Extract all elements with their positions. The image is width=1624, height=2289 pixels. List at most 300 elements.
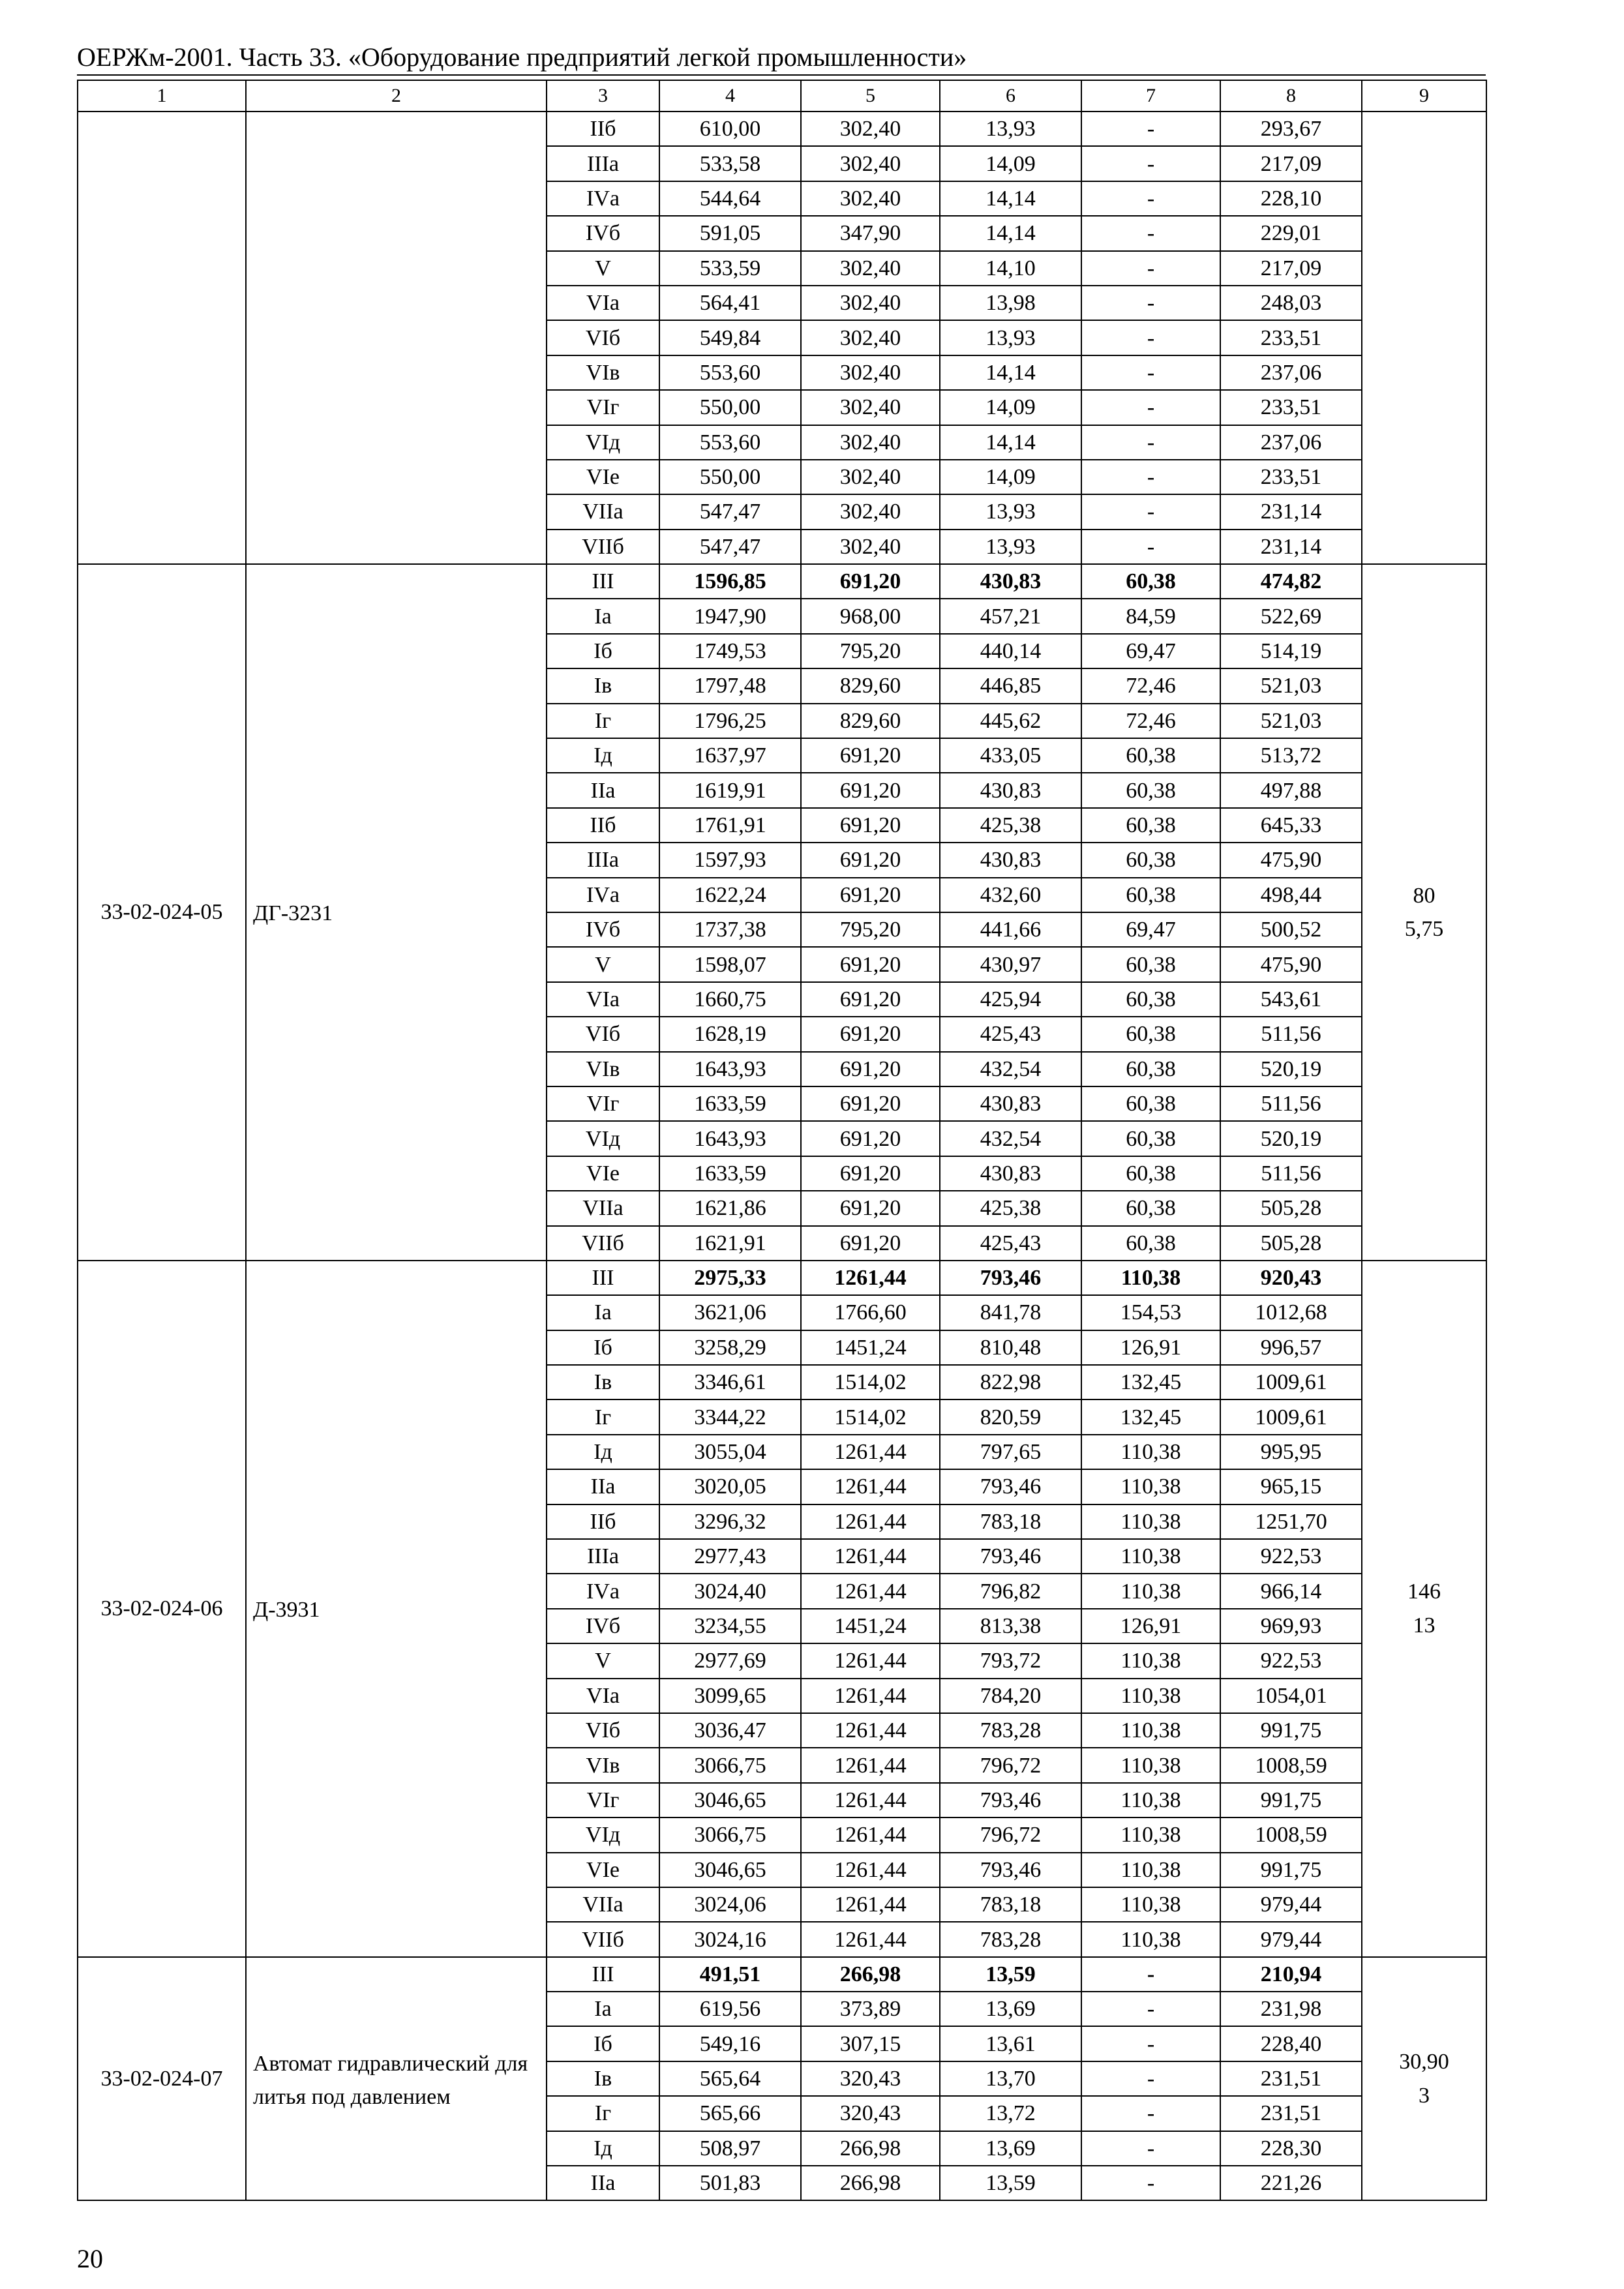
value-cell: - (1081, 216, 1220, 250)
value-cell: 1261,44 (801, 1887, 940, 1922)
value-cell: 302,40 (801, 425, 940, 460)
value-cell: 3621,06 (659, 1295, 801, 1330)
value-cell: 3346,61 (659, 1365, 801, 1399)
value-cell: - (1081, 181, 1220, 216)
value-cell: 1009,61 (1220, 1365, 1362, 1399)
value-cell: 991,75 (1220, 1783, 1362, 1818)
zone-cell: VIа (547, 286, 659, 320)
value-cell: 231,51 (1220, 2061, 1362, 2096)
value-cell: 966,14 (1220, 1574, 1362, 1608)
value-cell: 373,89 (801, 1992, 940, 2026)
column-number-row (78, 80, 1486, 112)
zone-cell: IVб (547, 216, 659, 250)
value-cell: 430,83 (940, 564, 1081, 599)
value-cell: 14,14 (940, 216, 1081, 250)
zone-cell: Iб (547, 2026, 659, 2061)
zone-cell: VIе (547, 460, 659, 494)
value-cell: 217,09 (1220, 146, 1362, 181)
zone-cell: IIб (547, 1504, 659, 1539)
value-cell: 543,61 (1220, 982, 1362, 1017)
value-cell: 969,93 (1220, 1609, 1362, 1643)
value-cell: 796,72 (940, 1818, 1081, 1852)
value-cell: 1261,44 (801, 1504, 940, 1539)
value-cell: 1737,38 (659, 912, 801, 947)
item-name: Автомат гидравлический для литья под давлением (246, 1957, 547, 2201)
value-cell: 3344,22 (659, 1399, 801, 1434)
zone-cell: IIа (547, 773, 659, 807)
value-cell: - (1081, 1957, 1220, 1992)
value-cell: 1261,44 (801, 1922, 940, 1956)
value-cell: 14,09 (940, 146, 1081, 181)
value-cell: 1621,86 (659, 1191, 801, 1225)
value-cell: 228,10 (1220, 181, 1362, 216)
zone-cell: VIд (547, 1121, 659, 1156)
value-cell: 228,40 (1220, 2026, 1362, 2061)
column-9-cell (1362, 1957, 1486, 2201)
value-cell: 13,72 (940, 2096, 1081, 2131)
value-cell: 302,40 (801, 320, 940, 355)
value-cell: 491,51 (659, 1957, 801, 1992)
value-cell: 60,38 (1081, 1226, 1220, 1261)
value-cell: 691,20 (801, 982, 940, 1017)
value-cell: 1619,91 (659, 773, 801, 807)
value-cell: 228,30 (1220, 2131, 1362, 2166)
value-cell: 1261,44 (801, 1469, 940, 1504)
value-cell: 302,40 (801, 530, 940, 564)
value-cell: 1261,44 (801, 1679, 940, 1713)
value-cell: 691,20 (801, 1226, 940, 1261)
value-cell: 110,38 (1081, 1818, 1220, 1852)
value-cell: 320,43 (801, 2061, 940, 2096)
value-cell: - (1081, 2096, 1220, 2131)
zone-cell: V (547, 1643, 659, 1678)
value-cell: 3055,04 (659, 1435, 801, 1469)
value-cell: - (1081, 320, 1220, 355)
zone-cell: VIIб (547, 1922, 659, 1956)
item-code: 33-02-024-05 (78, 564, 246, 1261)
value-cell: 1598,07 (659, 947, 801, 981)
item-name: Д-3931 (246, 1261, 547, 1957)
value-cell: 13,93 (940, 494, 1081, 529)
value-cell: 60,38 (1081, 1121, 1220, 1156)
zone-cell: IIа (547, 1469, 659, 1504)
table-row (78, 1957, 1486, 1992)
value-cell: 691,20 (801, 1052, 940, 1086)
zone-cell: IIIа (547, 1539, 659, 1574)
value-cell: 1261,44 (801, 1853, 940, 1887)
column-9-cell (1362, 112, 1486, 564)
value-cell: 14,14 (940, 181, 1081, 216)
zone-cell: Iг (547, 2096, 659, 2131)
column-number: 6 (940, 80, 1081, 112)
value-cell: 691,20 (801, 947, 940, 981)
value-cell: 1621,91 (659, 1226, 801, 1261)
table-body (78, 80, 1486, 2200)
value-cell: 508,97 (659, 2131, 801, 2166)
zone-cell: Iб (547, 634, 659, 668)
value-cell: 233,51 (1220, 460, 1362, 494)
value-cell: 13,59 (940, 1957, 1081, 1992)
value-cell: 1947,90 (659, 599, 801, 633)
value-cell: 793,46 (940, 1539, 1081, 1574)
value-cell: 302,40 (801, 494, 940, 529)
value-cell: 565,66 (659, 2096, 801, 2131)
column-number: 8 (1220, 80, 1362, 112)
value-cell: 511,56 (1220, 1017, 1362, 1051)
value-cell: 691,20 (801, 843, 940, 877)
value-cell: 2977,43 (659, 1539, 801, 1574)
value-cell: 3020,05 (659, 1469, 801, 1504)
zone-cell: Iа (547, 1295, 659, 1330)
value-cell: 691,20 (801, 738, 940, 773)
zone-cell: VIIа (547, 494, 659, 529)
zone-cell: Iв (547, 668, 659, 703)
value-cell: 302,40 (801, 390, 940, 425)
value-cell: 1261,44 (801, 1748, 940, 1782)
value-cell: 72,46 (1081, 704, 1220, 738)
value-cell: 1596,85 (659, 564, 801, 599)
value-cell: 266,98 (801, 2166, 940, 2200)
value-cell: 302,40 (801, 181, 940, 216)
value-cell: - (1081, 1992, 1220, 2026)
value-cell: 920,43 (1220, 1261, 1362, 1295)
value-cell: 1009,61 (1220, 1399, 1362, 1434)
value-cell: 302,40 (801, 251, 940, 286)
zone-cell: V (547, 947, 659, 981)
value-cell: 14,09 (940, 390, 1081, 425)
zone-cell: IIб (547, 112, 659, 146)
value-cell: 1008,59 (1220, 1748, 1362, 1782)
item-code: 33-02-024-07 (78, 1957, 246, 2201)
value-cell: 500,52 (1220, 912, 1362, 947)
value-cell: - (1081, 2061, 1220, 2096)
value-cell: 320,43 (801, 2096, 940, 2131)
value-cell: 793,46 (940, 1261, 1081, 1295)
value-cell: 521,03 (1220, 668, 1362, 703)
zone-cell: VIа (547, 982, 659, 1017)
zone-cell: Iа (547, 1992, 659, 2026)
value-cell: 1633,59 (659, 1086, 801, 1121)
value-cell: 549,16 (659, 2026, 801, 2061)
value-cell: 979,44 (1220, 1887, 1362, 1922)
value-cell: 965,15 (1220, 1469, 1362, 1504)
value-cell: 60,38 (1081, 843, 1220, 877)
value-cell: 302,40 (801, 460, 940, 494)
value-cell: 1761,91 (659, 808, 801, 843)
value-cell: 691,20 (801, 1156, 940, 1191)
value-cell: 1643,93 (659, 1121, 801, 1156)
value-cell: 445,62 (940, 704, 1081, 738)
zone-cell: Iв (547, 1365, 659, 1399)
value-cell: 13,70 (940, 2061, 1081, 2096)
zone-cell: III (547, 1261, 659, 1295)
item-code (78, 112, 246, 564)
value-cell: 995,95 (1220, 1435, 1362, 1469)
zone-cell: VIв (547, 1748, 659, 1782)
value-cell: 793,46 (940, 1853, 1081, 1887)
value-cell: 3066,75 (659, 1748, 801, 1782)
value-cell: 110,38 (1081, 1713, 1220, 1748)
value-cell: 3258,29 (659, 1330, 801, 1365)
value-cell: 1261,44 (801, 1643, 940, 1678)
value-cell: 3046,65 (659, 1853, 801, 1887)
value-cell: 69,47 (1081, 912, 1220, 947)
zone-cell: Iд (547, 1435, 659, 1469)
value-cell: 233,51 (1220, 320, 1362, 355)
value-cell: 829,60 (801, 704, 940, 738)
value-cell: 522,69 (1220, 599, 1362, 633)
value-cell: 110,38 (1081, 1261, 1220, 1295)
zone-cell: VIд (547, 425, 659, 460)
zone-cell: VIд (547, 1818, 659, 1852)
value-cell: 425,43 (940, 1017, 1081, 1051)
value-cell: 793,46 (940, 1469, 1081, 1504)
value-cell: 511,56 (1220, 1156, 1362, 1191)
value-cell: 430,97 (940, 947, 1081, 981)
zone-cell: IVа (547, 878, 659, 912)
value-cell: - (1081, 390, 1220, 425)
value-cell: 231,98 (1220, 1992, 1362, 2026)
value-cell: 3066,75 (659, 1818, 801, 1852)
value-cell: - (1081, 494, 1220, 529)
value-cell: - (1081, 530, 1220, 564)
column-number: 4 (659, 80, 801, 112)
value-cell: 13,69 (940, 1992, 1081, 2026)
value-cell: 505,28 (1220, 1191, 1362, 1225)
value-cell: - (1081, 146, 1220, 181)
value-cell: 433,05 (940, 738, 1081, 773)
value-cell: 691,20 (801, 773, 940, 807)
value-cell: 154,53 (1081, 1295, 1220, 1330)
value-cell: 497,88 (1220, 773, 1362, 807)
table-row (78, 564, 1486, 599)
value-cell: 511,56 (1220, 1086, 1362, 1121)
value-cell: 132,45 (1081, 1399, 1220, 1434)
value-cell: 498,44 (1220, 878, 1362, 912)
value-cell: 1008,59 (1220, 1818, 1362, 1852)
value-cell: 13,93 (940, 112, 1081, 146)
value-cell: 110,38 (1081, 1504, 1220, 1539)
value-cell: 60,38 (1081, 1086, 1220, 1121)
value-cell: 432,60 (940, 878, 1081, 912)
zone-cell: VIIб (547, 530, 659, 564)
value-cell: 968,00 (801, 599, 940, 633)
value-cell: 795,20 (801, 634, 940, 668)
value-cell: 425,38 (940, 808, 1081, 843)
value-cell: 796,72 (940, 1748, 1081, 1782)
column-number: 1 (78, 80, 246, 112)
value-cell: 1261,44 (801, 1261, 940, 1295)
value-cell: 520,19 (1220, 1121, 1362, 1156)
value-cell: 110,38 (1081, 1643, 1220, 1678)
value-cell: 430,83 (940, 773, 1081, 807)
value-cell: 1261,44 (801, 1713, 940, 1748)
value-cell: 233,51 (1220, 390, 1362, 425)
value-cell: 691,20 (801, 1086, 940, 1121)
value-cell: 1628,19 (659, 1017, 801, 1051)
value-cell: 691,20 (801, 564, 940, 599)
value-cell: - (1081, 460, 1220, 494)
value-cell: 1451,24 (801, 1609, 940, 1643)
zone-cell: VIIб (547, 1226, 659, 1261)
value-cell: 60,38 (1081, 1191, 1220, 1225)
value-cell: 307,15 (801, 2026, 940, 2061)
column-9-cell (1362, 564, 1486, 1261)
value-cell: 514,19 (1220, 634, 1362, 668)
zone-cell: IIIа (547, 146, 659, 181)
table-row (78, 1261, 1486, 1295)
value-cell: 84,59 (1081, 599, 1220, 633)
value-cell: 425,43 (940, 1226, 1081, 1261)
value-cell: 425,94 (940, 982, 1081, 1017)
value-cell: 610,00 (659, 112, 801, 146)
zone-cell: Iа (547, 599, 659, 633)
column-9-value: 80 (1413, 883, 1436, 908)
value-cell: 14,14 (940, 425, 1081, 460)
value-cell: 996,57 (1220, 1330, 1362, 1365)
value-cell: 110,38 (1081, 1679, 1220, 1713)
value-cell: 553,60 (659, 355, 801, 390)
page-header: ОЕРЖм-2001. Часть 33. «Оборудование предприятий легкой промышленности» (77, 42, 967, 72)
value-cell: 231,51 (1220, 2096, 1362, 2131)
value-cell: 110,38 (1081, 1539, 1220, 1574)
value-cell: 266,98 (801, 1957, 940, 1992)
value-cell: 457,21 (940, 599, 1081, 633)
value-cell: 293,67 (1220, 112, 1362, 146)
item-code: 33-02-024-06 (78, 1261, 246, 1957)
zone-cell: VIб (547, 1713, 659, 1748)
value-cell: 1597,93 (659, 843, 801, 877)
column-9-value: 3 (1419, 2083, 1430, 2108)
value-cell: 347,90 (801, 216, 940, 250)
value-cell: 565,64 (659, 2061, 801, 2096)
value-cell: 432,54 (940, 1121, 1081, 1156)
value-cell: 1261,44 (801, 1435, 940, 1469)
value-cell: - (1081, 425, 1220, 460)
value-cell: 591,05 (659, 216, 801, 250)
value-cell: 783,28 (940, 1922, 1081, 1956)
value-cell: 13,59 (940, 2166, 1081, 2200)
value-cell: 231,14 (1220, 530, 1362, 564)
value-cell: 3099,65 (659, 1679, 801, 1713)
value-cell: 783,18 (940, 1887, 1081, 1922)
value-cell: 1261,44 (801, 1783, 940, 1818)
zone-cell: Iб (547, 1330, 659, 1365)
value-cell: 505,28 (1220, 1226, 1362, 1261)
zone-cell: IVб (547, 912, 659, 947)
value-cell: 520,19 (1220, 1052, 1362, 1086)
value-cell: 1054,01 (1220, 1679, 1362, 1713)
value-cell: 797,65 (940, 1435, 1081, 1469)
value-cell: 237,06 (1220, 425, 1362, 460)
column-number: 5 (801, 80, 940, 112)
zone-cell: VIе (547, 1156, 659, 1191)
value-cell: 430,83 (940, 1086, 1081, 1121)
column-9-value: 146 (1407, 1579, 1441, 1604)
value-cell: 1514,02 (801, 1399, 940, 1434)
value-cell: 793,46 (940, 1783, 1081, 1818)
value-cell: 533,58 (659, 146, 801, 181)
column-number: 7 (1081, 80, 1220, 112)
zone-cell: Iг (547, 704, 659, 738)
value-cell: 72,46 (1081, 668, 1220, 703)
value-cell: 1451,24 (801, 1330, 940, 1365)
value-cell: 1749,53 (659, 634, 801, 668)
value-cell: 795,20 (801, 912, 940, 947)
zone-cell: VIIа (547, 1887, 659, 1922)
value-cell: 1251,70 (1220, 1504, 1362, 1539)
value-cell: 1012,68 (1220, 1295, 1362, 1330)
zone-cell: VIг (547, 1783, 659, 1818)
value-cell: 2977,69 (659, 1643, 801, 1678)
table-row (78, 112, 1486, 146)
value-cell: 810,48 (940, 1330, 1081, 1365)
value-cell: 440,14 (940, 634, 1081, 668)
value-cell: 979,44 (1220, 1922, 1362, 1956)
value-cell: - (1081, 112, 1220, 146)
value-cell: 544,64 (659, 181, 801, 216)
value-cell: 521,03 (1220, 704, 1362, 738)
value-cell: 783,18 (940, 1504, 1081, 1539)
column-9-value: 5,75 (1404, 916, 1444, 941)
value-cell: - (1081, 2026, 1220, 2061)
value-cell: 231,14 (1220, 494, 1362, 529)
value-cell: 248,03 (1220, 286, 1362, 320)
value-cell: 547,47 (659, 530, 801, 564)
zone-cell: Iв (547, 2061, 659, 2096)
value-cell: 60,38 (1081, 878, 1220, 912)
value-cell: 210,94 (1220, 1957, 1362, 1992)
value-cell: 691,20 (801, 1191, 940, 1225)
value-cell: 14,09 (940, 460, 1081, 494)
value-cell: 553,60 (659, 425, 801, 460)
value-cell: 1622,24 (659, 878, 801, 912)
value-cell: 991,75 (1220, 1853, 1362, 1887)
value-cell: 60,38 (1081, 1052, 1220, 1086)
zone-cell: VIб (547, 1017, 659, 1051)
value-cell: 217,09 (1220, 251, 1362, 286)
value-cell: 446,85 (940, 668, 1081, 703)
value-cell: - (1081, 2131, 1220, 2166)
zone-cell: VIб (547, 320, 659, 355)
value-cell: 550,00 (659, 460, 801, 494)
zone-cell: IVб (547, 1609, 659, 1643)
zone-cell: IIIа (547, 843, 659, 877)
value-cell: 475,90 (1220, 947, 1362, 981)
value-cell: 3296,32 (659, 1504, 801, 1539)
zone-cell: III (547, 564, 659, 599)
column-number: 9 (1362, 80, 1486, 112)
value-cell: 796,82 (940, 1574, 1081, 1608)
value-cell: 691,20 (801, 1017, 940, 1051)
value-cell: 691,20 (801, 1121, 940, 1156)
value-cell: 13,93 (940, 530, 1081, 564)
value-cell: 110,38 (1081, 1748, 1220, 1782)
column-9-value: 13 (1413, 1613, 1436, 1638)
value-cell: 302,40 (801, 146, 940, 181)
zone-cell: VIг (547, 1086, 659, 1121)
value-cell: 3024,16 (659, 1922, 801, 1956)
zone-cell: IVа (547, 181, 659, 216)
value-cell: - (1081, 251, 1220, 286)
value-cell: 441,66 (940, 912, 1081, 947)
value-cell: 430,83 (940, 843, 1081, 877)
value-cell: 14,14 (940, 355, 1081, 390)
column-number: 2 (246, 80, 547, 112)
value-cell: 1514,02 (801, 1365, 940, 1399)
zone-cell: VIг (547, 390, 659, 425)
value-cell: 126,91 (1081, 1330, 1220, 1365)
